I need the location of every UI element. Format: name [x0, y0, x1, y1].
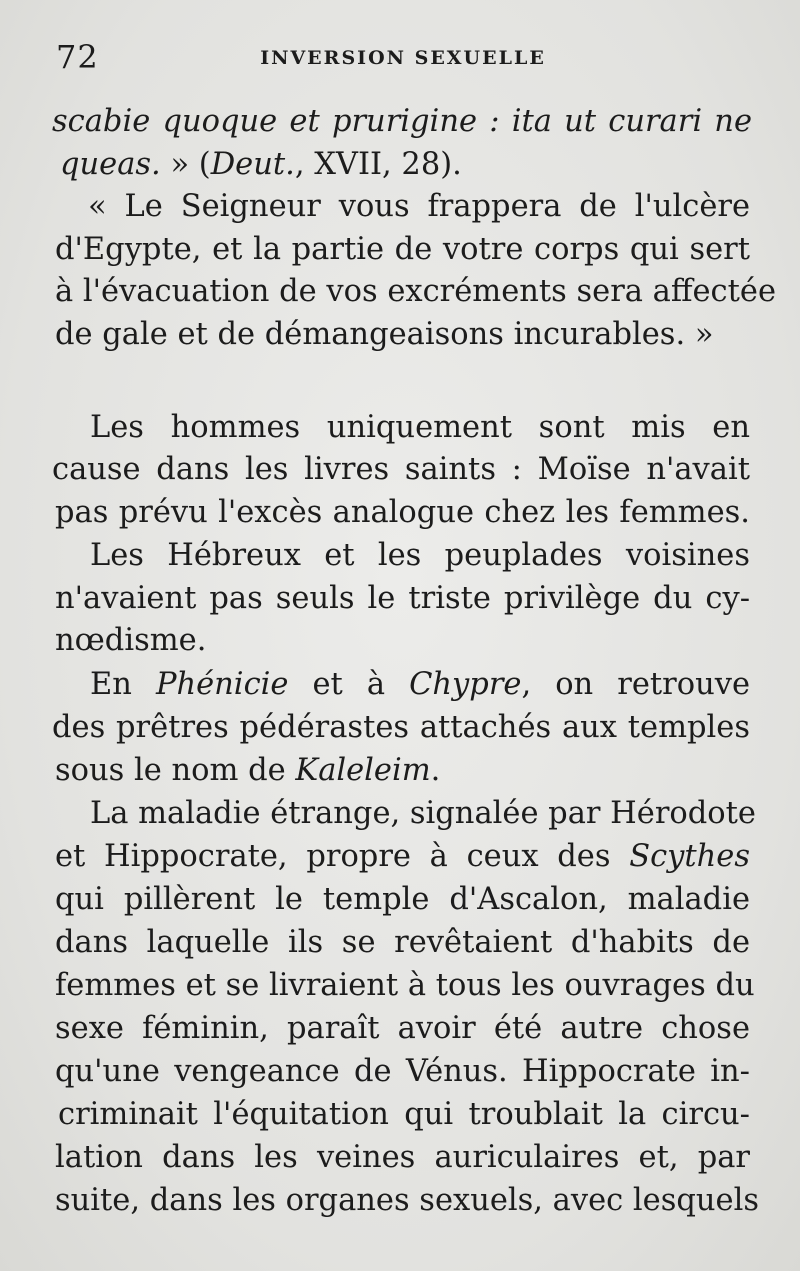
text-run: » (: [160, 147, 211, 182]
text-line: [55, 881, 750, 919]
page-number: 72: [56, 38, 99, 76]
text-run: , on retrouve: [521, 667, 750, 702]
text-line: [90, 795, 756, 833]
text-run: sous le nom de: [55, 753, 296, 788]
text-line: [55, 273, 776, 311]
text-run: lation dans les veines auriculaires et, par: [55, 1140, 750, 1175]
italic-text: Phénicie: [155, 667, 289, 702]
text-run: La maladie étrange, signalée par Hérodote: [90, 796, 756, 831]
text-line: [55, 622, 206, 660]
italic-text: scabie quoque et prurigine : ita ut curari ne: [52, 104, 752, 139]
text-line: [60, 146, 462, 184]
text-line: [90, 409, 750, 447]
text-run: Les Hébreux et les peuplades voisines: [90, 538, 750, 573]
page-header: [56, 38, 750, 78]
text-run: femmes et se livraient à tous les ouvrages du: [55, 968, 755, 1003]
text-line: [55, 1182, 760, 1220]
text-line: [55, 838, 750, 876]
text-run: suite, dans les organes sexuels, avec lesquels: [55, 1183, 760, 1218]
text-run: criminait l'équitation qui troublait la circu-: [58, 1097, 750, 1132]
text-line: [55, 494, 750, 532]
text-run: n'avaient pas seuls le triste privilège du cy-: [55, 581, 750, 616]
text-line: [58, 1096, 750, 1134]
text-run: de gale et de démangeaisons incurables. »: [55, 317, 714, 352]
text-line: [55, 752, 440, 790]
italic-text: Deut.: [210, 147, 295, 182]
text-line: [88, 188, 750, 226]
text-line: [55, 924, 750, 962]
text-run: qui pillèrent le temple d'Ascalon, maladie: [55, 882, 750, 917]
text-line: [55, 316, 714, 354]
text-run: pas prévu l'excès analogue chez les femmes.: [55, 495, 750, 530]
text-line: [55, 967, 755, 1005]
text-run: sexe féminin, paraît avoir été autre chose: [55, 1011, 750, 1046]
text-line: [55, 231, 750, 269]
text-run: Les hommes uniquement sont mis en: [90, 410, 750, 445]
text-run: dans laquelle ils se revêtaient d'habits de: [55, 925, 750, 960]
text-line: [90, 537, 750, 575]
text-line: [55, 1139, 750, 1177]
text-line: [55, 1053, 750, 1091]
text-run: qu'une vengeance de Vénus. Hippocrate in-: [55, 1054, 750, 1089]
running-title: INVERSION SEXUELLE: [260, 47, 546, 69]
text-run: à l'évacuation de vos excréments sera affectée: [55, 274, 776, 309]
text-line: [52, 709, 750, 747]
text-run: d'Egypte, et la partie de votre corps qui sert: [55, 232, 750, 267]
text-line: [90, 666, 750, 704]
text-line: [55, 1010, 750, 1048]
text-line: [52, 451, 750, 489]
text-line: [55, 580, 750, 618]
text-run: nœdisme.: [55, 623, 207, 658]
text-run: des prêtres pédérastes attachés aux temples: [52, 710, 750, 745]
text-run: .: [430, 753, 441, 788]
italic-text: Kaleleim: [295, 753, 431, 788]
text-run: cause dans les livres saints : Moïse n'avait: [52, 452, 750, 487]
italic-text: Scythes: [629, 839, 750, 874]
text-line: [52, 103, 752, 141]
text-run: « Le Seigneur vous frappera de l'ulcère: [88, 189, 750, 224]
text-run: En: [90, 667, 156, 702]
text-run: et à: [288, 667, 410, 702]
text-run: et Hippocrate, propre à ceux des: [55, 839, 630, 874]
italic-text: queas.: [60, 147, 161, 182]
italic-text: Chypre: [409, 667, 522, 702]
text-run: , XVII, 28).: [294, 147, 462, 182]
